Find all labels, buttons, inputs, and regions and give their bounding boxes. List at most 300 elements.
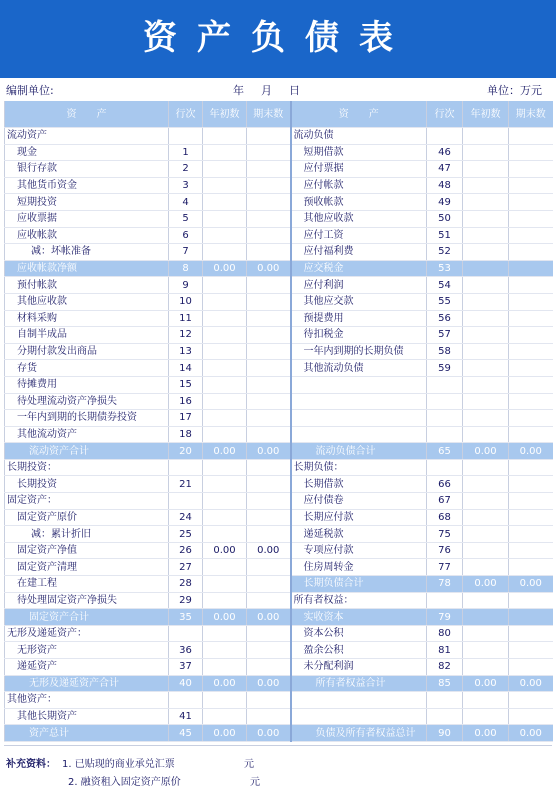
liability-item-cell: 递延税款 <box>291 526 427 543</box>
header-liabilities: 资 产 <box>291 101 427 128</box>
asset-item-cell: 固定资产合计 <box>5 609 169 626</box>
liability-item-cell: 应付福利费 <box>291 244 427 261</box>
asset-line-cell: 24 <box>169 509 203 526</box>
asset-item-cell: 流动资产 <box>5 128 169 145</box>
liability-line-cell: 65 <box>427 443 463 460</box>
liability-item-cell: 长期负债： <box>291 459 427 476</box>
liability-item-cell: 应付帐款 <box>291 177 427 194</box>
asset-closing-cell <box>247 526 291 543</box>
asset-opening-cell <box>203 559 247 576</box>
asset-line-cell <box>169 128 203 145</box>
asset-item-cell: 长期投资 <box>5 476 169 493</box>
liability-item-cell: 应付债卷 <box>291 493 427 510</box>
asset-item-cell: 无形资产 <box>5 642 169 659</box>
liability-item-cell <box>291 393 427 410</box>
note-leased-assets: 2. 融资租入固定资产原价 <box>68 777 181 788</box>
liability-line-cell: 48 <box>427 177 463 194</box>
asset-item-cell: 待处理固定资产净损失 <box>5 592 169 609</box>
asset-closing-cell <box>247 244 291 261</box>
note-leased-assets-unit: 元 <box>250 777 260 788</box>
liability-item-cell: 流动负债 <box>291 128 427 145</box>
liability-closing-cell <box>509 609 553 626</box>
liability-item-cell: 一年内到期的长期负债 <box>291 343 427 360</box>
asset-opening-cell <box>203 576 247 593</box>
asset-closing-cell <box>247 293 291 310</box>
liability-opening-cell <box>463 609 509 626</box>
liability-closing-cell <box>509 559 553 576</box>
asset-closing-cell <box>247 459 291 476</box>
table-row <box>5 592 553 609</box>
table-row <box>5 343 553 360</box>
asset-closing-cell <box>247 161 291 178</box>
liability-item-cell: 其他流动负债 <box>291 360 427 377</box>
liability-line-cell <box>427 592 463 609</box>
liability-line-cell: 49 <box>427 194 463 211</box>
liability-closing-cell <box>509 659 553 676</box>
liability-closing-cell <box>509 708 553 725</box>
table-row <box>5 277 553 294</box>
liability-item-cell: 专项应付款 <box>291 542 427 559</box>
asset-closing-cell <box>247 493 291 510</box>
liability-item-cell <box>291 376 427 393</box>
table-row <box>5 177 553 194</box>
liability-line-cell <box>427 426 463 443</box>
liability-line-cell: 52 <box>427 244 463 261</box>
liability-line-cell: 58 <box>427 343 463 360</box>
liability-closing-cell <box>509 177 553 194</box>
asset-closing-cell <box>247 393 291 410</box>
liability-item-cell: 住房周转金 <box>291 559 427 576</box>
asset-line-cell: 37 <box>169 659 203 676</box>
balance-sheet-table <box>4 101 553 742</box>
liability-line-cell <box>427 393 463 410</box>
asset-opening-cell <box>203 692 247 709</box>
table-row <box>5 476 553 493</box>
asset-item-cell: 应收帐款 <box>5 227 169 244</box>
liability-opening-cell <box>463 542 509 559</box>
asset-line-cell: 25 <box>169 526 203 543</box>
liability-closing-cell: 0.00 <box>509 443 553 460</box>
asset-opening-cell <box>203 642 247 659</box>
asset-opening-cell <box>203 426 247 443</box>
liability-opening-cell <box>463 260 509 277</box>
liability-item-cell: 所有者权益合计 <box>291 675 427 692</box>
liability-item-cell: 盈余公积 <box>291 642 427 659</box>
liability-item-cell: 预提费用 <box>291 310 427 327</box>
liability-closing-cell <box>509 128 553 145</box>
asset-closing-cell <box>247 708 291 725</box>
liability-opening-cell <box>463 277 509 294</box>
asset-closing-cell <box>247 410 291 427</box>
liability-line-cell: 66 <box>427 476 463 493</box>
liability-item-cell: 长期应付款 <box>291 509 427 526</box>
liability-closing-cell <box>509 210 553 227</box>
table-row <box>5 376 553 393</box>
asset-closing-cell <box>247 426 291 443</box>
liability-opening-cell <box>463 509 509 526</box>
liability-line-cell: 47 <box>427 161 463 178</box>
asset-closing-cell <box>247 625 291 642</box>
liability-opening-cell <box>463 692 509 709</box>
header-line-no: 行次 <box>169 101 203 128</box>
liability-item-cell: 未分配利润 <box>291 659 427 676</box>
liability-line-cell <box>427 459 463 476</box>
liability-opening-cell: 0.00 <box>463 675 509 692</box>
asset-line-cell: 1 <box>169 144 203 161</box>
asset-line-cell: 12 <box>169 327 203 344</box>
asset-opening-cell <box>203 327 247 344</box>
asset-item-cell: 其他资产： <box>5 692 169 709</box>
asset-line-cell: 5 <box>169 210 203 227</box>
liability-line-cell: 76 <box>427 542 463 559</box>
liability-opening-cell <box>463 592 509 609</box>
table-row <box>5 210 553 227</box>
asset-closing-cell: 0.00 <box>247 260 291 277</box>
liability-opening-cell <box>463 194 509 211</box>
liability-line-cell: 78 <box>427 576 463 593</box>
asset-line-cell: 9 <box>169 277 203 294</box>
table-row <box>5 642 553 659</box>
table-row <box>5 426 553 443</box>
liability-line-cell <box>427 708 463 725</box>
asset-item-cell: 在建工程 <box>5 576 169 593</box>
liability-closing-cell <box>509 194 553 211</box>
asset-item-cell: 无形及递延资产合计 <box>5 675 169 692</box>
liability-line-cell: 67 <box>427 493 463 510</box>
table-row <box>5 559 553 576</box>
table-row <box>5 526 553 543</box>
asset-item-cell: 应收帐款净额 <box>5 260 169 277</box>
liability-opening-cell <box>463 410 509 427</box>
liability-closing-cell <box>509 360 553 377</box>
asset-item-cell: 无形及递延资产： <box>5 625 169 642</box>
asset-opening-cell <box>203 161 247 178</box>
note-discounted-bills-unit: 元 <box>244 759 254 770</box>
liability-closing-cell <box>509 310 553 327</box>
liability-opening-cell <box>463 177 509 194</box>
liability-item-cell: 其他应交款 <box>291 293 427 310</box>
header-opening: 年初数 <box>203 101 247 128</box>
asset-item-cell: 短期投资 <box>5 194 169 211</box>
asset-item-cell: 预付帐款 <box>5 277 169 294</box>
liability-closing-cell <box>509 227 553 244</box>
liability-line-cell: 77 <box>427 559 463 576</box>
asset-closing-cell <box>247 642 291 659</box>
asset-item-cell: 材料采购 <box>5 310 169 327</box>
asset-closing-cell: 0.00 <box>247 609 291 626</box>
asset-item-cell: 其他流动资产 <box>5 426 169 443</box>
table-row <box>5 244 553 261</box>
table-row <box>5 708 553 725</box>
liability-closing-cell <box>509 459 553 476</box>
asset-line-cell: 11 <box>169 310 203 327</box>
asset-item-cell: 资产总计 <box>5 725 169 742</box>
asset-line-cell: 7 <box>169 244 203 261</box>
liability-line-cell: 85 <box>427 675 463 692</box>
table-row <box>5 576 553 593</box>
asset-opening-cell <box>203 526 247 543</box>
liability-line-cell: 80 <box>427 625 463 642</box>
asset-item-cell: 固定资产净值 <box>5 542 169 559</box>
asset-line-cell: 21 <box>169 476 203 493</box>
asset-item-cell: 分期付款发出商品 <box>5 343 169 360</box>
liability-opening-cell <box>463 227 509 244</box>
liability-item-cell <box>291 708 427 725</box>
liability-item-cell: 短期借款 <box>291 144 427 161</box>
asset-closing-cell <box>247 659 291 676</box>
liability-closing-cell <box>509 410 553 427</box>
liability-line-cell: 55 <box>427 293 463 310</box>
liability-opening-cell: 0.00 <box>463 443 509 460</box>
asset-closing-cell <box>247 343 291 360</box>
liability-item-cell: 待扣税金 <box>291 327 427 344</box>
asset-opening-cell <box>203 376 247 393</box>
asset-line-cell <box>169 459 203 476</box>
table-row <box>5 128 553 145</box>
asset-opening-cell <box>203 459 247 476</box>
table-row <box>5 360 553 377</box>
asset-line-cell: 40 <box>169 675 203 692</box>
liability-line-cell: 90 <box>427 725 463 742</box>
asset-closing-cell <box>247 576 291 593</box>
asset-item-cell: 其他长期资产 <box>5 708 169 725</box>
asset-opening-cell: 0.00 <box>203 675 247 692</box>
asset-closing-cell: 0.00 <box>247 725 291 742</box>
liability-opening-cell <box>463 625 509 642</box>
asset-item-cell: 减：累计折旧 <box>5 526 169 543</box>
liability-line-cell: 53 <box>427 260 463 277</box>
asset-closing-cell <box>247 194 291 211</box>
asset-item-cell: 待摊费用 <box>5 376 169 393</box>
liability-opening-cell <box>463 144 509 161</box>
note-discounted-bills: 1. 已贴现的商业承兑汇票 <box>62 759 175 770</box>
table-row <box>5 161 553 178</box>
liability-line-cell: 54 <box>427 277 463 294</box>
asset-line-cell: 35 <box>169 609 203 626</box>
liability-opening-cell <box>463 161 509 178</box>
liability-opening-cell <box>463 310 509 327</box>
asset-opening-cell <box>203 592 247 609</box>
asset-item-cell: 固定资产： <box>5 493 169 510</box>
table-header-row <box>5 101 553 128</box>
asset-opening-cell <box>203 476 247 493</box>
liability-line-cell <box>427 376 463 393</box>
asset-item-cell: 减：坏帐准备 <box>5 244 169 261</box>
asset-closing-cell <box>247 376 291 393</box>
table-row <box>5 493 553 510</box>
liability-item-cell: 负债及所有者权益总计 <box>291 725 427 742</box>
asset-closing-cell <box>247 559 291 576</box>
asset-opening-cell <box>203 227 247 244</box>
asset-closing-cell: 0.00 <box>247 675 291 692</box>
asset-line-cell: 18 <box>169 426 203 443</box>
asset-closing-cell <box>247 692 291 709</box>
table-row <box>5 260 553 277</box>
asset-opening-cell <box>203 144 247 161</box>
asset-item-cell: 自制半成品 <box>5 327 169 344</box>
liability-opening-cell <box>463 128 509 145</box>
asset-opening-cell <box>203 625 247 642</box>
liability-closing-cell <box>509 327 553 344</box>
asset-opening-cell: 0.00 <box>203 260 247 277</box>
asset-line-cell: 45 <box>169 725 203 742</box>
liability-closing-cell <box>509 493 553 510</box>
asset-closing-cell: 0.00 <box>247 443 291 460</box>
table-row <box>5 725 553 742</box>
liability-line-cell: 81 <box>427 642 463 659</box>
header-closing: 期末数 <box>247 101 291 128</box>
liability-closing-cell <box>509 376 553 393</box>
table-row <box>5 609 553 626</box>
asset-opening-cell: 0.00 <box>203 609 247 626</box>
liability-closing-cell <box>509 692 553 709</box>
asset-item-cell: 固定资产原价 <box>5 509 169 526</box>
table-row <box>5 144 553 161</box>
liability-item-cell: 长期借款 <box>291 476 427 493</box>
liability-opening-cell <box>463 559 509 576</box>
asset-closing-cell <box>247 592 291 609</box>
asset-closing-cell <box>247 310 291 327</box>
liability-closing-cell <box>509 144 553 161</box>
liability-closing-cell <box>509 625 553 642</box>
table-row <box>5 293 553 310</box>
liability-item-cell: 预收帐款 <box>291 194 427 211</box>
liability-item-cell: 所有者权益： <box>291 592 427 609</box>
title-banner <box>0 0 556 78</box>
asset-item-cell: 流动资产合计 <box>5 443 169 460</box>
asset-line-cell: 29 <box>169 592 203 609</box>
asset-closing-cell <box>247 128 291 145</box>
day-label: 日 <box>289 84 300 97</box>
asset-closing-cell <box>247 360 291 377</box>
liability-closing-cell <box>509 161 553 178</box>
liability-closing-cell <box>509 244 553 261</box>
asset-item-cell: 应收票据 <box>5 210 169 227</box>
liability-opening-cell <box>463 360 509 377</box>
asset-line-cell: 6 <box>169 227 203 244</box>
asset-closing-cell: 0.00 <box>247 542 291 559</box>
liability-closing-cell <box>509 526 553 543</box>
liability-opening-cell <box>463 244 509 261</box>
liability-line-cell: 75 <box>427 526 463 543</box>
asset-opening-cell: 0.00 <box>203 725 247 742</box>
liability-item-cell: 其他应收款 <box>291 210 427 227</box>
liability-closing-cell <box>509 343 553 360</box>
asset-item-cell: 递延资产 <box>5 659 169 676</box>
asset-closing-cell <box>247 227 291 244</box>
asset-opening-cell <box>203 343 247 360</box>
liability-opening-cell <box>463 393 509 410</box>
asset-opening-cell <box>203 360 247 377</box>
asset-opening-cell: 0.00 <box>203 443 247 460</box>
liability-closing-cell <box>509 476 553 493</box>
asset-line-cell: 8 <box>169 260 203 277</box>
month-label: 月 <box>261 84 272 97</box>
liability-line-cell: 56 <box>427 310 463 327</box>
liability-line-cell: 50 <box>427 210 463 227</box>
table-row <box>5 459 553 476</box>
asset-line-cell: 28 <box>169 576 203 593</box>
liability-closing-cell <box>509 426 553 443</box>
table-row <box>5 625 553 642</box>
liability-line-cell: 82 <box>427 659 463 676</box>
asset-opening-cell <box>203 194 247 211</box>
preparer-label: 编制单位: <box>6 84 54 97</box>
header-assets: 资 产 <box>5 101 169 128</box>
asset-line-cell: 26 <box>169 542 203 559</box>
page-title: 资产负债表 <box>143 18 413 58</box>
liability-item-cell: 应付票据 <box>291 161 427 178</box>
asset-line-cell: 17 <box>169 410 203 427</box>
liability-item-cell: 实收资本 <box>291 609 427 626</box>
header-closing-right: 期末数 <box>509 101 553 128</box>
asset-opening-cell <box>203 493 247 510</box>
asset-opening-cell <box>203 128 247 145</box>
asset-opening-cell <box>203 393 247 410</box>
asset-closing-cell <box>247 144 291 161</box>
liability-closing-cell: 0.00 <box>509 725 553 742</box>
liability-line-cell: 59 <box>427 360 463 377</box>
asset-opening-cell <box>203 177 247 194</box>
asset-opening-cell <box>203 277 247 294</box>
liability-closing-cell: 0.00 <box>509 576 553 593</box>
notes-label: 补充资料： <box>6 759 56 770</box>
asset-closing-cell <box>247 476 291 493</box>
asset-line-cell: 36 <box>169 642 203 659</box>
year-label: 年 <box>233 84 244 97</box>
liability-opening-cell <box>463 659 509 676</box>
asset-line-cell <box>169 692 203 709</box>
asset-opening-cell <box>203 410 247 427</box>
asset-closing-cell <box>247 509 291 526</box>
asset-opening-cell: 0.00 <box>203 542 247 559</box>
asset-line-cell: 13 <box>169 343 203 360</box>
asset-opening-cell <box>203 244 247 261</box>
liability-item-cell: 流动负债合计 <box>291 443 427 460</box>
asset-line-cell: 16 <box>169 393 203 410</box>
liability-opening-cell <box>463 343 509 360</box>
header-line-no-right: 行次 <box>427 101 463 128</box>
table-row <box>5 542 553 559</box>
asset-item-cell: 存货 <box>5 360 169 377</box>
table-row <box>5 327 553 344</box>
asset-line-cell: 10 <box>169 293 203 310</box>
liability-item-cell: 应交税金 <box>291 260 427 277</box>
liability-closing-cell <box>509 542 553 559</box>
table-row <box>5 194 553 211</box>
liability-opening-cell <box>463 526 509 543</box>
asset-closing-cell <box>247 177 291 194</box>
asset-opening-cell <box>203 509 247 526</box>
asset-item-cell: 其他应收款 <box>5 293 169 310</box>
liability-item-cell: 应付利润 <box>291 277 427 294</box>
asset-line-cell <box>169 625 203 642</box>
table-row <box>5 443 553 460</box>
liability-closing-cell <box>509 642 553 659</box>
asset-item-cell: 长期投资： <box>5 459 169 476</box>
table-row <box>5 393 553 410</box>
liability-item-cell: 资本公积 <box>291 625 427 642</box>
asset-item-cell: 其他货币资金 <box>5 177 169 194</box>
liability-opening-cell <box>463 210 509 227</box>
liability-item-cell: 长期负债合计 <box>291 576 427 593</box>
liability-item-cell <box>291 410 427 427</box>
asset-line-cell: 41 <box>169 708 203 725</box>
asset-item-cell: 一年内到期的长期债券投资 <box>5 410 169 427</box>
asset-line-cell: 27 <box>169 559 203 576</box>
liability-opening-cell <box>463 459 509 476</box>
asset-line-cell: 20 <box>169 443 203 460</box>
